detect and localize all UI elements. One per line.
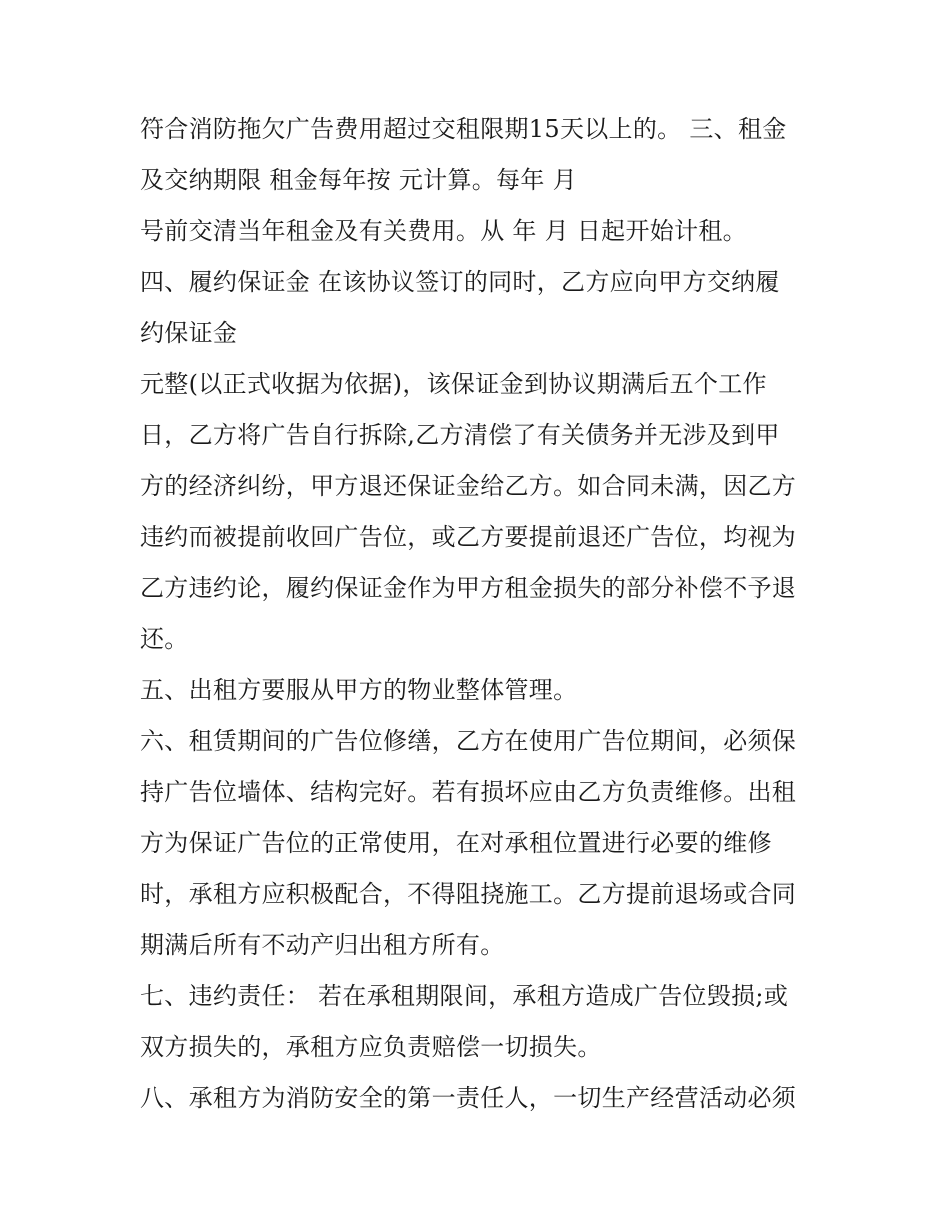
text-line: 六、租赁期间的广告位修缮，乙方在使用广告位期间，必须保 [140,727,797,755]
text-line: 四、履约保证金 在该协议签订的同时，乙方应向甲方交纳履 [140,268,780,296]
text-line: 五、出租方要服从甲方的物业整体管理。 [140,676,578,704]
text-line: 还。 [140,625,189,653]
text-line: 持广告位墙体、结构完好。若有损坏应由乙方负责维修。出租 [140,778,797,806]
text-line: 违约而被提前收回广告位，或乙方要提前退还广告位，均视为 [140,523,797,551]
text-line: 号前交清当年租金及有关费用。从 年 月 日起开始计租。 [140,217,747,245]
text-line: 七、违约责任： 若在承租期限间，承租方造成广告位毁损;或 [140,982,789,1010]
text-line: 约保证金 [140,319,238,347]
text-line: 八、承租方为消防安全的第一责任人，一切生产经营活动必须 [140,1084,797,1112]
text-line: 时，承租方应积极配合，不得阻挠施工。乙方提前退场或合同 [140,880,797,908]
text-line: 方为保证广告位的正常使用，在对承租位置进行必要的维修 [140,829,772,857]
text-line: 乙方违约论，履约保证金作为甲方租金损失的部分补偿不予退 [140,574,797,602]
text-line: 日，乙方将广告自行拆除,乙方清偿了有关债务并无涉及到甲 [140,421,780,449]
text-line: 及交纳期限 租金每年按 元计算。每年 月 [140,166,577,194]
document-body [140,104,820,1124]
text-line: 方的经济纠纷，甲方退还保证金给乙方。如合同未满，因乙方 [140,472,797,500]
text-line: 双方损失的，承租方应负责赔偿一切损失。 [140,1033,602,1061]
text-line: 元整(以正式收据为依据)，该保证金到协议期满后五个工作 [140,370,767,398]
text-line: 期满后所有不动产归出租方所有。 [140,931,505,959]
text-line: 符合消防拖欠广告费用超过交租限期15天以上的。 三、租金 [140,115,787,143]
